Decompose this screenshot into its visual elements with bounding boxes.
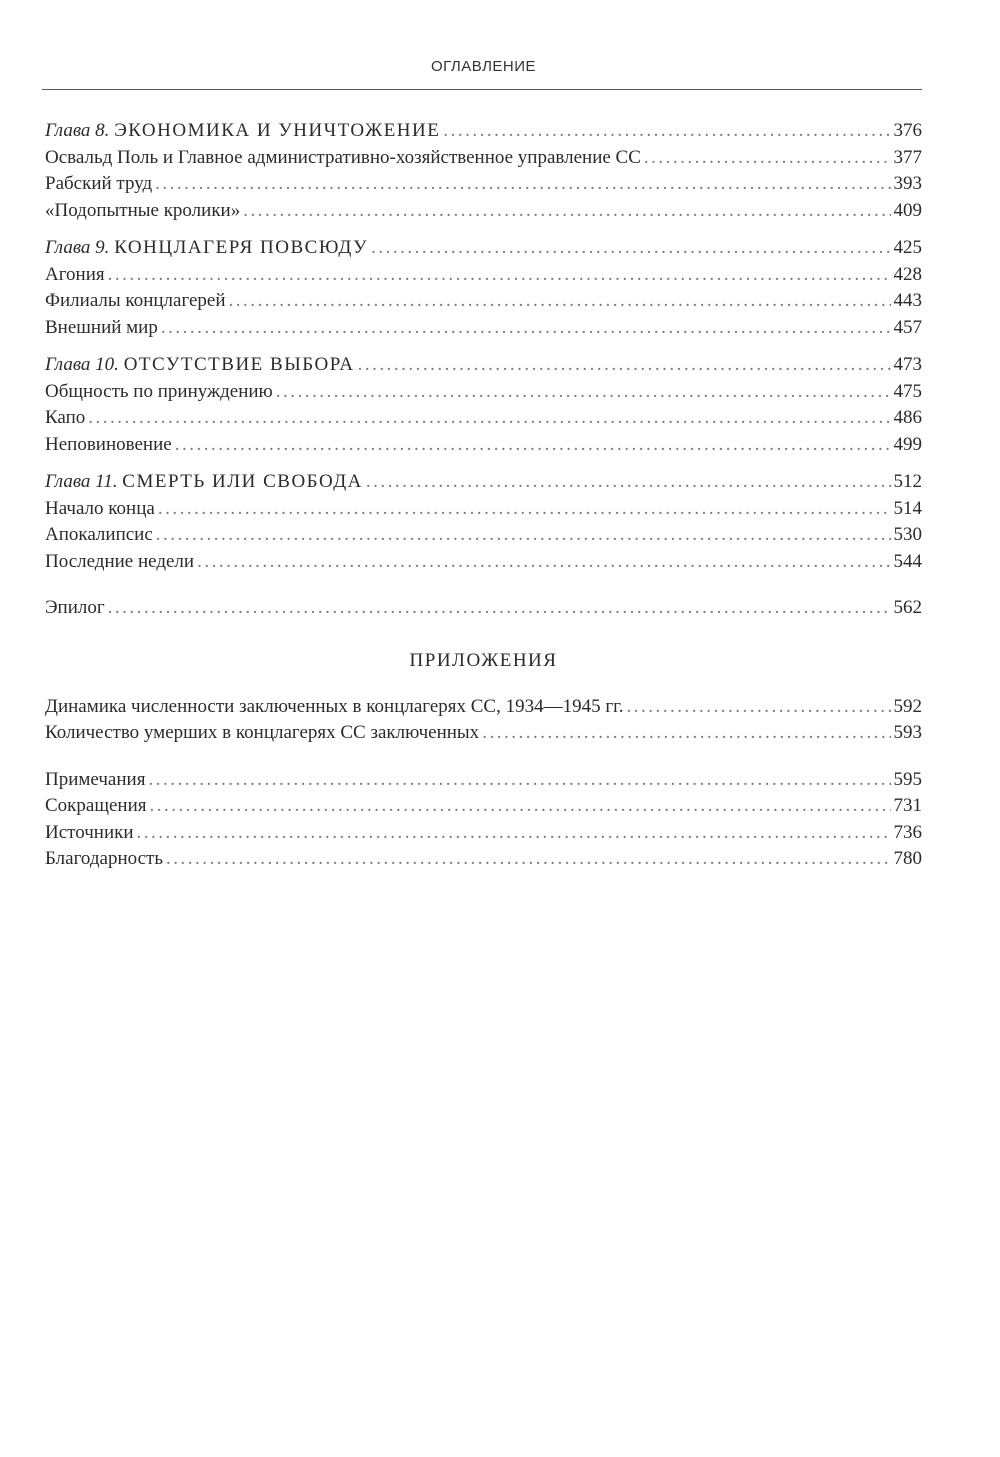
- section-title: Рабский труд: [45, 173, 153, 194]
- dot-leader: [366, 469, 891, 496]
- page-number: 377: [893, 146, 922, 168]
- chapter-group: [45, 118, 922, 224]
- section-title: Последние недели: [45, 550, 195, 572]
- dot-leader: [482, 720, 890, 747]
- chapter-title: ЭКОНОМИКА И УНИЧТОЖЕНИЕ: [114, 120, 441, 141]
- page-number: 512: [893, 471, 922, 492]
- toc-back-matter-entry[interactable]: [45, 793, 922, 820]
- section-title: Освальд Поль и Главное административно-хозяйственное управление СС: [45, 146, 641, 168]
- toc-section-entry[interactable]: [45, 171, 922, 198]
- chapter-label: Глава 8.: [45, 120, 110, 141]
- page-number: 592: [893, 695, 922, 717]
- epilogue-title: Эпилог: [45, 597, 105, 618]
- toc-section-entry[interactable]: [45, 432, 922, 459]
- dot-leader: [443, 118, 890, 145]
- page-number: 514: [893, 497, 922, 519]
- toc-back-matter-entry[interactable]: [45, 767, 922, 794]
- toc-section-entry[interactable]: [45, 198, 922, 225]
- toc-section-entry[interactable]: [45, 405, 922, 432]
- toc-section-entry[interactable]: [45, 145, 922, 172]
- section-title: Апокалипсис: [45, 524, 153, 545]
- page-number: 544: [893, 550, 922, 572]
- dot-leader: [155, 171, 890, 198]
- section-title: Начало конца: [45, 497, 155, 519]
- chapter-title: ОТСУТСТВИЕ ВЫБОРА: [123, 354, 355, 375]
- page-number: 595: [893, 768, 922, 790]
- dot-leader: [175, 432, 891, 459]
- dot-leader: [229, 288, 891, 315]
- page-number: 428: [893, 263, 922, 285]
- page-number: 736: [893, 821, 922, 843]
- toc-section-entry[interactable]: [45, 315, 922, 342]
- page-number: 780: [893, 848, 922, 869]
- section-title: Неповиновение: [45, 433, 172, 455]
- header-rule: [42, 89, 922, 90]
- page-number: 499: [893, 433, 922, 455]
- page-number: 731: [893, 795, 922, 816]
- dot-leader: [158, 496, 891, 523]
- toc-appendix-entry[interactable]: [45, 694, 922, 721]
- dot-leader: [88, 405, 890, 432]
- chapter-title: КОНЦЛАГЕРЯ ПОВСЮДУ: [114, 237, 369, 258]
- section-title: Агония: [45, 263, 105, 285]
- chapter-label: Глава 11.: [45, 471, 118, 492]
- toc-section-entry[interactable]: [45, 496, 922, 523]
- dot-leader: [148, 767, 890, 794]
- page-number: 457: [893, 316, 922, 338]
- page-number: 473: [893, 354, 922, 375]
- back-matter-title: Примечания: [45, 768, 146, 790]
- back-matter-title: Сокращения: [45, 795, 147, 816]
- toc-chapter-entry[interactable]: [45, 118, 922, 145]
- dot-leader: [149, 793, 890, 820]
- dot-leader: [156, 522, 891, 549]
- toc-chapter-entry[interactable]: [45, 235, 922, 262]
- toc-section-entry[interactable]: [45, 379, 922, 406]
- page-number: 393: [893, 173, 922, 194]
- toc-appendix-entry[interactable]: [45, 720, 922, 747]
- section-title: Внешний мир: [45, 316, 158, 338]
- section-title: Филиалы концлагерей: [45, 290, 226, 311]
- section-title: «Подопытные кролики»: [45, 199, 241, 221]
- chapter-group: [45, 352, 922, 458]
- dot-leader: [371, 235, 890, 262]
- page-number: 425: [893, 237, 922, 258]
- dot-leader: [108, 595, 891, 622]
- back-matter-title: Благодарность: [45, 848, 163, 869]
- chapter-title: СМЕРТЬ ИЛИ СВОБОДА: [122, 471, 363, 492]
- toc-chapter-entry[interactable]: [45, 469, 922, 496]
- appendices-heading: ПРИЛОЖЕНИЯ: [409, 649, 558, 671]
- page-number: 530: [893, 524, 922, 545]
- dot-leader: [166, 846, 891, 873]
- page-number: 562: [893, 597, 922, 618]
- epilogue-group: [45, 595, 922, 622]
- dot-leader: [243, 198, 890, 225]
- dot-leader: [161, 315, 891, 342]
- page-number: 486: [893, 407, 922, 428]
- page-number: 443: [893, 290, 922, 311]
- dot-leader: [276, 379, 891, 406]
- toc-epilogue-entry[interactable]: [45, 595, 922, 622]
- toc-back-matter-entry[interactable]: [45, 846, 922, 873]
- chapter-label: Глава 10.: [45, 354, 119, 375]
- dot-leader: [197, 549, 890, 576]
- section-title: Капо: [45, 407, 86, 428]
- toc-section-entry[interactable]: [45, 522, 922, 549]
- dot-leader: [108, 262, 891, 289]
- appendices-group: [45, 694, 922, 747]
- table-of-contents: [45, 118, 922, 884]
- back-matter-group: [45, 767, 922, 873]
- toc-section-entry[interactable]: [45, 549, 922, 576]
- dot-leader: [644, 145, 891, 172]
- chapter-group: [45, 469, 922, 575]
- dot-leader: [627, 694, 891, 721]
- chapter-label: Глава 9.: [45, 237, 110, 258]
- section-title: Общность по принуждению: [45, 380, 273, 402]
- dot-leader: [137, 820, 891, 847]
- back-matter-title: Источники: [45, 821, 134, 843]
- appendix-title: Количество умерших в концлагерях СС заключенных: [45, 722, 480, 743]
- toc-chapter-entry[interactable]: [45, 352, 922, 379]
- chapter-group: [45, 235, 922, 341]
- toc-section-entry[interactable]: [45, 262, 922, 289]
- dot-leader: [358, 352, 891, 379]
- page-number: 376: [893, 120, 922, 141]
- page-number: 475: [893, 380, 922, 402]
- running-head: ОГЛАВЛЕНИЕ: [430, 58, 537, 75]
- toc-back-matter-entry[interactable]: [45, 820, 922, 847]
- appendix-title: Динамика численности заключенных в концлагерях СС, 1934—1945 гг.: [45, 695, 624, 717]
- page-number: 409: [893, 199, 922, 221]
- toc-section-entry[interactable]: [45, 288, 922, 315]
- page-number: 593: [893, 722, 922, 743]
